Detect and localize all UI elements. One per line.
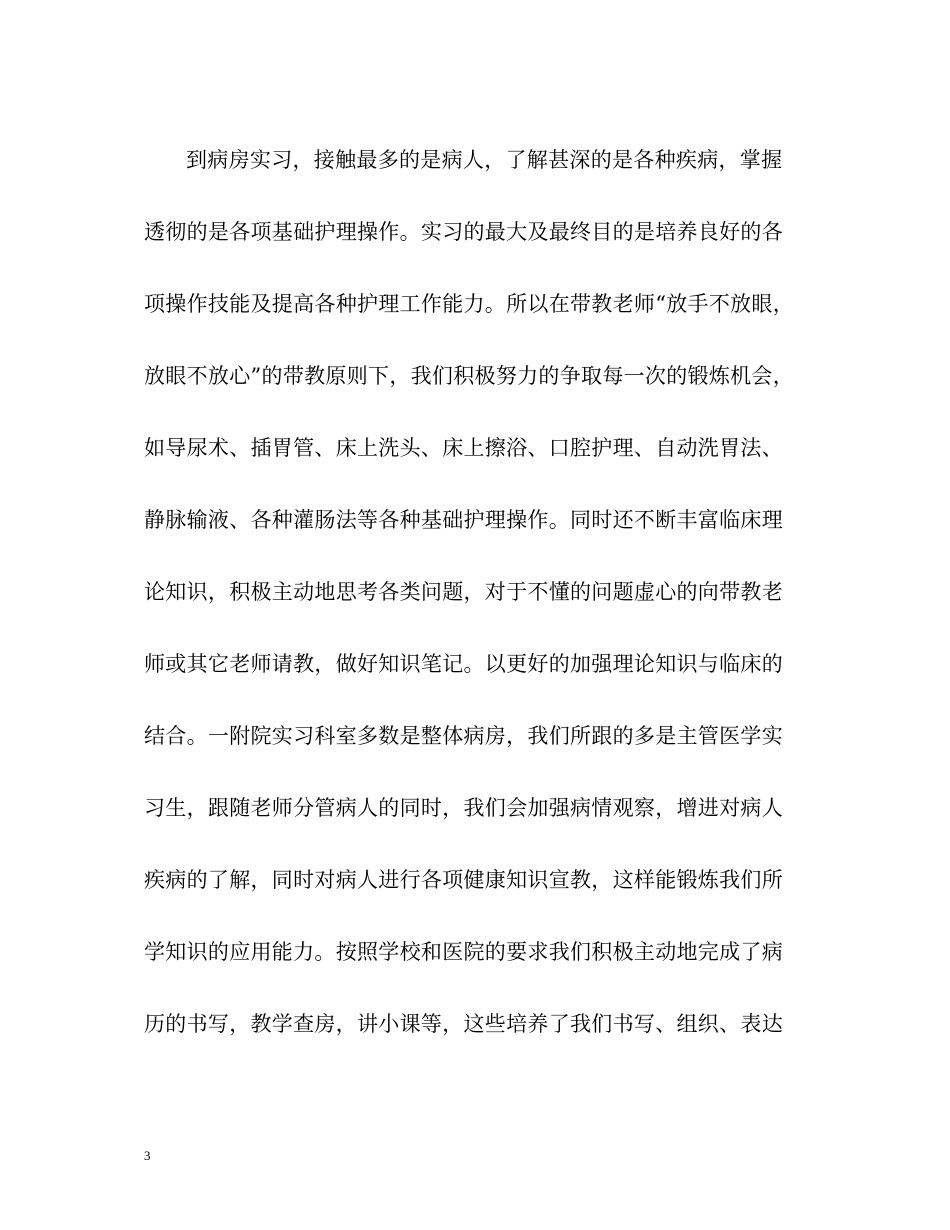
paragraph-line: 历的书写，教学查房，讲小课等，这些培养了我们书写、组织、表达 [144, 1012, 783, 1036]
paragraph-line: 项操作技能及提高各种护理工作能力。所以在带教老师“放手不放眼， [144, 292, 795, 316]
paragraph-line: 论知识，积极主动地思考各类问题，对于不懂的问题虚心的向带教老 [144, 580, 783, 604]
paragraph-line: 如导尿术、插胃管、床上洗头、床上擦浴、口腔护理、自动洗胃法、 [144, 436, 783, 460]
paragraph-line: 到病房实习，接触最多的是病人，了解甚深的是各种疾病，掌握 [186, 148, 783, 172]
paragraph-line: 放眼不放心”的带教原则下，我们积极努力的争取每一次的锻炼机会， [144, 364, 795, 388]
paragraph-line: 师或其它老师请教，做好知识笔记。以更好的加强理论知识与临床的 [144, 652, 783, 676]
paragraph-line: 学知识的应用能力。按照学校和医院的要求我们积极主动地完成了病 [144, 940, 783, 964]
paragraph-line: 透彻的是各项基础护理操作。实习的最大及最终目的是培养良好的各 [144, 220, 783, 244]
paragraph-line: 静脉输液、各种灌肠法等各种基础护理操作。同时还不断丰富临床理 [144, 508, 783, 532]
page-number: 3 [144, 1148, 151, 1163]
paragraph-line: 疾病的了解，同时对病人进行各项健康知识宣教，这样能锻炼我们所 [144, 868, 783, 892]
paragraph-line: 习生，跟随老师分管病人的同时，我们会加强病情观察，增进对病人 [144, 796, 783, 820]
paragraph-line: 结合。一附院实习科室多数是整体病房，我们所跟的多是主管医学实 [144, 724, 783, 748]
